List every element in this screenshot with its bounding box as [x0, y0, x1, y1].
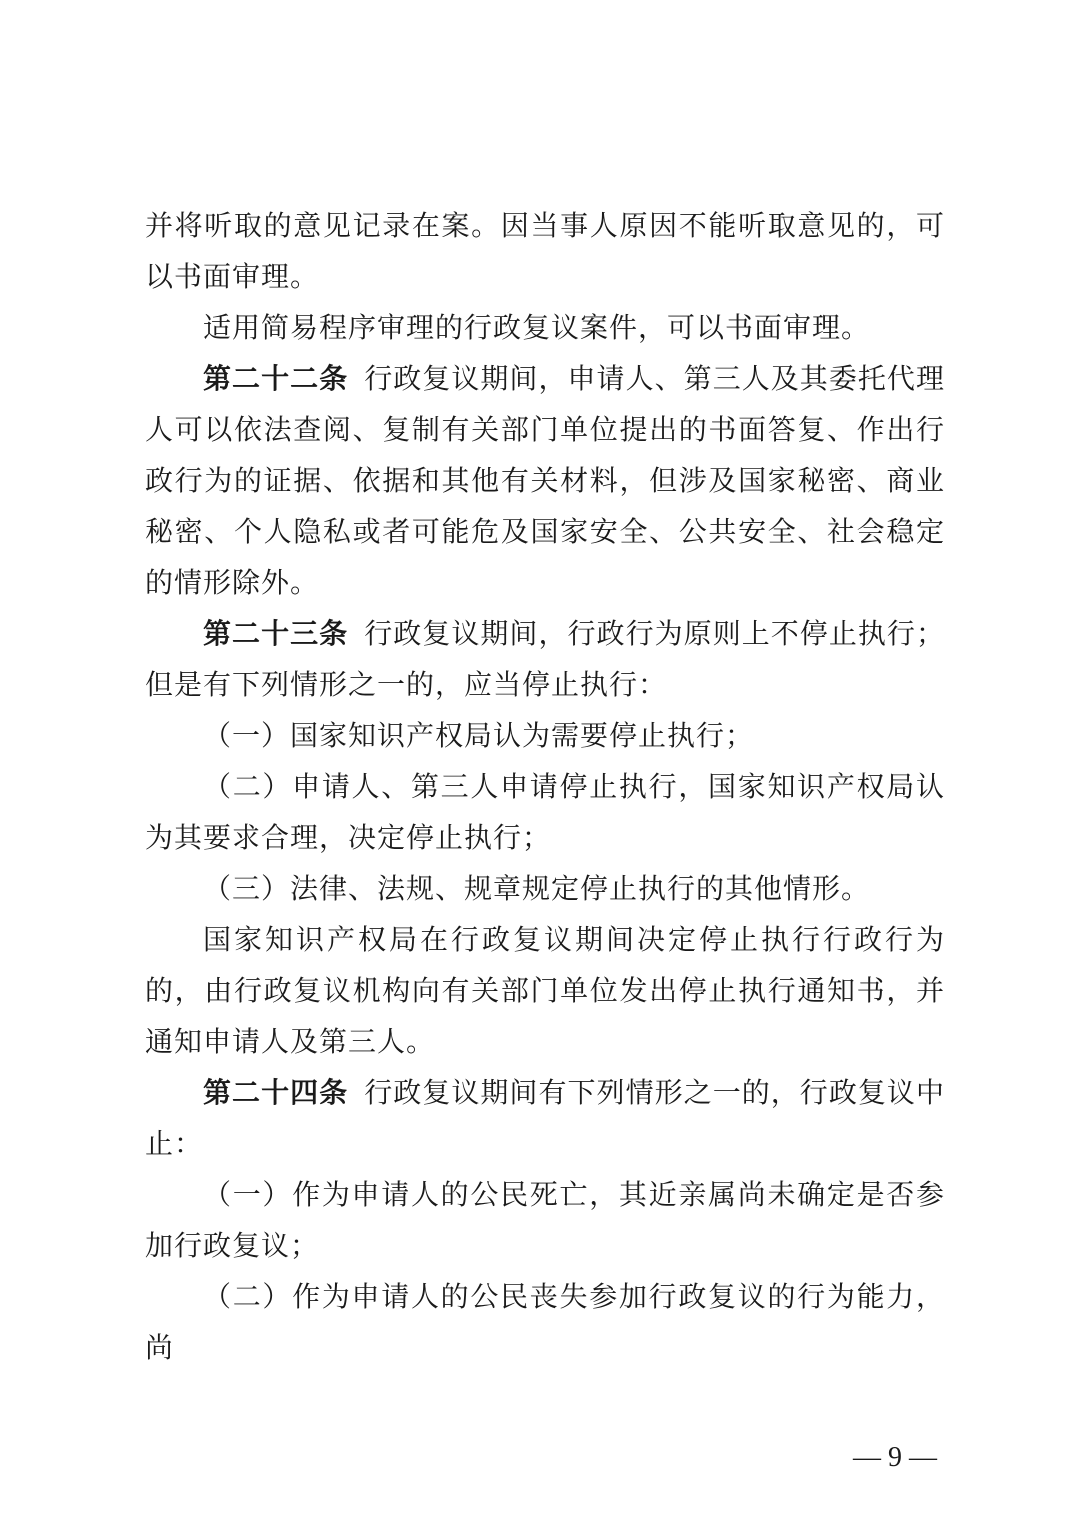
article-number: 第二十三条 — [203, 617, 349, 650]
article-text: 行政复议期间有下列情形之一的，行政复议中止： — [145, 1076, 945, 1160]
paragraph-continuation — [145, 200, 945, 302]
list-item — [145, 863, 945, 914]
list-item — [145, 761, 945, 863]
list-item — [145, 710, 945, 761]
paragraph-text: 国家知识产权局在行政复议期间决定停止执行行政行为的，由行政复议机构向有关部门单位发出停止执行通知书，并通知申请人及第三人。 — [145, 923, 945, 1058]
article-24 — [145, 1067, 945, 1169]
list-item-text: （一）国家知识产权局认为需要停止执行； — [203, 719, 755, 752]
paragraph-text: 并将听取的意见记录在案。因当事人原因不能听取意见的，可以书面审理。 — [145, 209, 945, 293]
article-number: 第二十二条 — [203, 362, 349, 395]
article-23 — [145, 608, 945, 710]
article-text: 行政复议期间，申请人、第三人及其委托代理人可以依法查阅、复制有关部门单位提出的书面答复、作出行政行为的证据、依据和其他有关材料，但涉及国家秘密、商业秘密、个人隐私或者可能危及国家安全、公共安全、社会稳定的情形除外。 — [145, 362, 945, 599]
list-item — [145, 1169, 945, 1271]
article-22 — [145, 353, 945, 608]
list-item — [145, 1271, 945, 1373]
paragraph — [145, 302, 945, 353]
paragraph-text: 适用简易程序审理的行政复议案件，可以书面审理。 — [203, 311, 871, 344]
list-item-text: （一）作为申请人的公民死亡，其近亲属尚未确定是否参加行政复议； — [145, 1178, 945, 1262]
article-text: 行政复议期间，行政行为原则上不停止执行；但是有下列情形之一的，应当停止执行： — [145, 617, 945, 701]
article-number: 第二十四条 — [203, 1076, 349, 1109]
paragraph — [145, 914, 945, 1067]
list-item-text: （二）申请人、第三人申请停止执行，国家知识产权局认为其要求合理，决定停止执行； — [145, 770, 945, 854]
document-body — [145, 200, 945, 1373]
list-item-text: （三）法律、法规、规章规定停止执行的其他情形。 — [203, 872, 871, 905]
list-item-text: （二）作为申请人的公民丧失参加行政复议的行为能力，尚 — [145, 1280, 945, 1364]
page-number: — 9 — — [853, 1442, 937, 1473]
